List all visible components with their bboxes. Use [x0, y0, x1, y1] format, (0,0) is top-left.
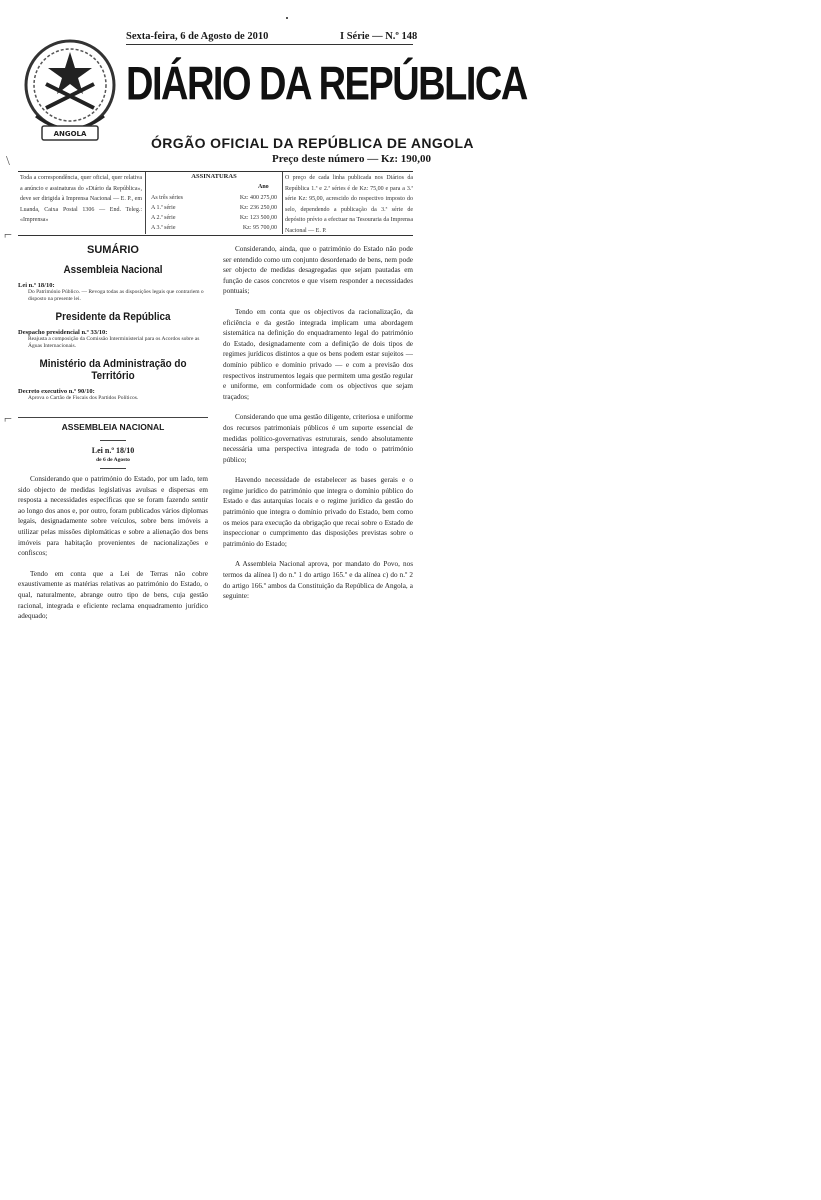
- summary-item-text: Aprova o Cartão de Fiscais dos Partidos Políticos.: [28, 395, 139, 401]
- subscription-value: Kz: 400 275,00: [239, 195, 277, 201]
- svg-text:ANGOLA: ANGOLA: [53, 130, 87, 138]
- page-subtitle: ÓRGÃO OFICIAL DA REPÚBLICA DE ANGOLA: [151, 135, 474, 151]
- price-note: O preço de cada linha publicada nos Diários da República 1.ª e 2.ª séries é de Kz: 75,00 e para a 3.ª série Kz: 95,00, acrescido do respectivo imposto do selo, dependendo a publicação da 3.ª série de depósito prévio a efectuar na Tesouraria da Imprensa Nacional — E. P.: [285, 175, 413, 234]
- summary-item-text: Reajusta a composição da Comissão Interministerial para os Acordos sobre as Águas Internacionais.: [28, 336, 200, 349]
- summary-item-label: Lei n.º 18/10:: [18, 282, 55, 289]
- law-section-heading: ASSEMBLEIA NACIONAL: [61, 422, 165, 432]
- law-paragraph: Considerando, ainda, que o património do Estado não pode ser entendido como um conjunto desordenado de bens, nem pode ser objecto de medidas desagregadas que sejam pautadas em função de casos concretos e que visem responder a necessidades pontuais;: [223, 245, 413, 296]
- subscription-value: Kz: 123 500,00: [239, 215, 277, 221]
- scan-speck: [286, 17, 288, 19]
- page-title: DIÁRIO DA REPÚBLICA: [126, 58, 527, 111]
- summary-section-heading: Presidente da República: [55, 311, 171, 323]
- summary-title: SUMÁRIO: [87, 244, 139, 256]
- law-body-right: [223, 244, 413, 612]
- law-paragraph: Considerando que o património do Estado, por um lado, tem sido objecto de medidas legislativas avulsas e dispersas em resposta a necessidades específicas que se foram fazendo sentir ao longo dos anos e, por outro, foram publicados vários diplomas legais, designadamente sobre veículos, sobre bens imóveis a utilizar pelas missões diplomáticas e sobre a alienação dos bens imóveis para habitação provenientes de nacionalizações e confiscos;: [18, 475, 208, 558]
- margin-mark: \: [6, 154, 10, 169]
- summary-section: [18, 358, 208, 402]
- law-paragraph: Tendo em conta que a Lei de Terras não cobre exaustivamente as matérias relativas ao património do Estado, o qual, naturalmente, abrange outro tipo de bens, cuja gestão racional, integrada e eficiente reclama enquadramento jurídico adequado;: [18, 569, 208, 621]
- correspondence-note: Toda a correspondência, quer oficial, quer relativa a anúncio e assinaturas do «Diário da República», deve ser dirigida à Imprensa Nacional — E. P., em Luanda, Caixa Postal 1306 — End. Teleg.: «Imprensa»: [20, 175, 142, 223]
- issue-price: Preço deste número — Kz: 190,00: [272, 153, 432, 165]
- issue-series: I Série — N.º 148: [340, 31, 418, 42]
- subscription-label: A 2.ª série: [151, 215, 176, 221]
- subscription-value: Kz: 236 250,00: [239, 205, 277, 211]
- summary-section-heading: Ministério da Administração do Território: [39, 358, 187, 382]
- law-paragraph: A Assembleia Nacional aprova, por mandato do Povo, nos termos da alínea l) do n.º 1 do artigo 165.º e da alínea c) do n.º 2 do artigo 166.º ambos da Constituição da República de Angola, a seguinte:: [223, 560, 413, 601]
- header-rule: [126, 44, 413, 45]
- law-body-left: [18, 474, 208, 632]
- angola-emblem-icon: [18, 30, 122, 150]
- info-box-divider: [282, 172, 283, 234]
- summary-section: [18, 264, 208, 303]
- info-box-top-rule: [18, 171, 413, 172]
- section-rule: [18, 417, 208, 418]
- year-label: Ano: [258, 184, 269, 190]
- summary-item-label: Decreto executivo n.º 90/10:: [18, 388, 95, 395]
- law-rule: [100, 440, 126, 441]
- issue-date: Sexta-feira, 6 de Agosto de 2010: [126, 31, 269, 42]
- law-paragraph: Tendo em conta que os objectivos da racionalização, da eficiência e da gestão integrada implicam uma abordagem sistemática na definição do enquadramento legal do património do Estado, designadamente com a definição de dois tipos de regimes jurídicos distintos a que os bens podem estar sujeitos — domínio público e domínio privado — e com a previsão dos respectivos instrumentos legais que permitem uma gestão regular e uniforme, em conformidade com os objectivos que sejam traçados;: [223, 307, 413, 401]
- info-box-divider: [145, 172, 146, 234]
- law-paragraph: Considerando que uma gestão diligente, criteriosa e uniforme dos recursos patrimoniais públicos é um suporte essencial de medidas político-governativas estruturais, sendo absolutamente necessária uma perspectiva integrada de todo o património público;: [223, 413, 413, 464]
- subscription-label: As três séries: [151, 195, 183, 201]
- summary: [18, 244, 208, 402]
- law-paragraph: Havendo necessidade de estabelecer as bases gerais e o regime jurídico do património que integra o domínio público do Estado e das autarquias locais e o regime jurídico da gestão do património que integra o domínio privado do Estado, bem como os meios para execução da obrigação que recai sobre o Estado de inspeccionar o cumprimento das disposições previstas sobre o património do Estado;: [223, 476, 413, 548]
- margin-mark: ⌐: [4, 228, 12, 243]
- summary-item-label: Despacho presidencial n.º 33/10:: [18, 329, 108, 336]
- subscription-label: A 1.ª série: [151, 205, 176, 211]
- law-rule: [100, 468, 126, 469]
- summary-item-text: Do Património Público. — Revoga todas as disposições legais que contrariem o disposto na presente lei.: [28, 289, 204, 302]
- subscriptions-title: ASSINATURAS: [191, 173, 237, 180]
- summary-section-heading: Assembleia Nacional: [63, 264, 163, 276]
- summary-section: [18, 311, 208, 350]
- subscription-label: A 3.ª série: [151, 225, 176, 231]
- law-number: Lei n.º 18/10: [91, 446, 135, 455]
- margin-mark: ⌐: [4, 412, 12, 427]
- subscription-value: Kz: 95 700,00: [242, 225, 277, 231]
- law-date: de 6 de Agosto: [96, 457, 130, 463]
